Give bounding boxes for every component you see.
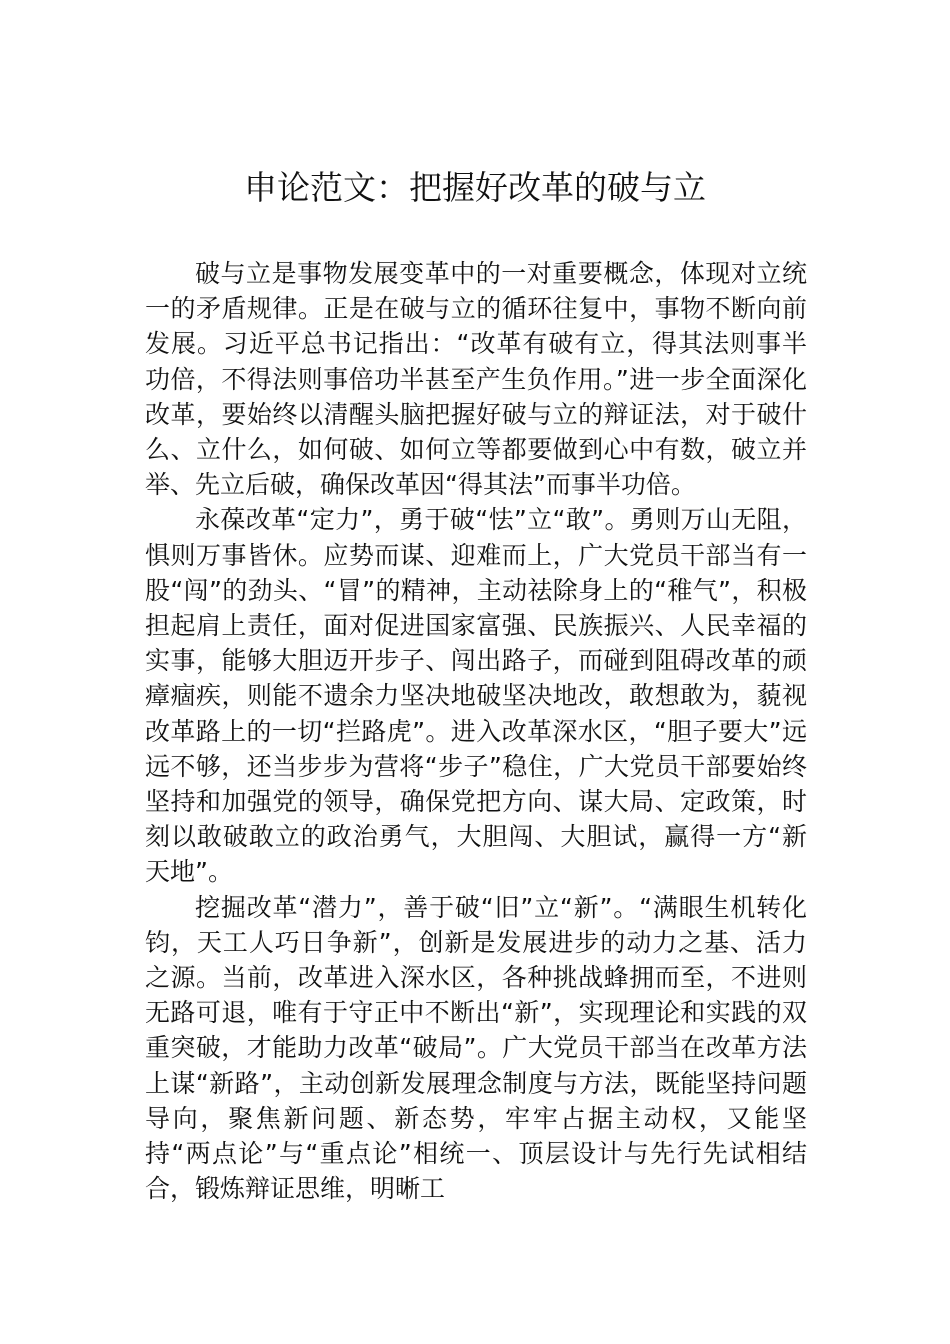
document-body — [145, 256, 807, 1206]
paragraph: 永葆改革“定力”，勇于破“怯”立“敢”。勇则万山无阻，惧则万事皆休。应势而谋、迎难而上，广大党员干部当有一股“闯”的劲头、“冒”的精神，主动祛除身上的“稚气”，积极担起肩上责任，面对促进国家富强、民族振兴、人民幸福的实事，能够大胆迈开步子、闯出路子，而碰到阻碍改革的顽瘴痼疾，则能不遗余力坚决地破坚决地改，敢想敢为，藐视改革路上的一切“拦路虎”。进入改革深水区，“胆子要大”远远不够，还当步步为营将“步子”稳住，广大党员干部要始终坚持和加强党的领导，确保党把方向、谋大局、定政策，时刻以敢破敢立的政治勇气，大胆闯、大胆试，赢得一方“新天地”。 — [145, 505, 807, 887]
document-title: 申论范文：把握好改革的破与立 — [244, 168, 706, 207]
paragraph: 破与立是事物发展变革中的一对重要概念，体现对立统一的矛盾规律。正是在破与立的循环往复中，事物不断向前发展。习近平总书记指出：“改革有破有立，得其法则事半功倍，不得法则事倍功半甚至产生负作用。”进一步全面深化改革，要始终以清醒头脑把握好破与立的辩证法，对于破什么、立什么，如何破、如何立等都要做到心中有数，破立并举、先立后破，确保改革因“得其法”而事半功倍。 — [145, 259, 807, 500]
paragraph: 挖掘改革“潜力”，善于破“旧”立“新”。“满眼生机转化钧，天工人巧日争新”，创新是发展进步的动力之基、活力之源。当前，改革进入深水区，各种挑战蜂拥而至，不进则无路可退，唯有于守正中不断出“新”，实现理论和实践的双重突破，才能助力改革“破局”。广大党员干部当在改革方法上谋“新路”，主动创新发展理念制度与方法，既能坚持问题导向，聚焦新问题、新态势，牢牢占据主动权，又能坚持“两点论”与“重点论”相统一、顶层设计与先行先试相结合，锻炼辩证思维，明晰工 — [145, 892, 807, 1204]
